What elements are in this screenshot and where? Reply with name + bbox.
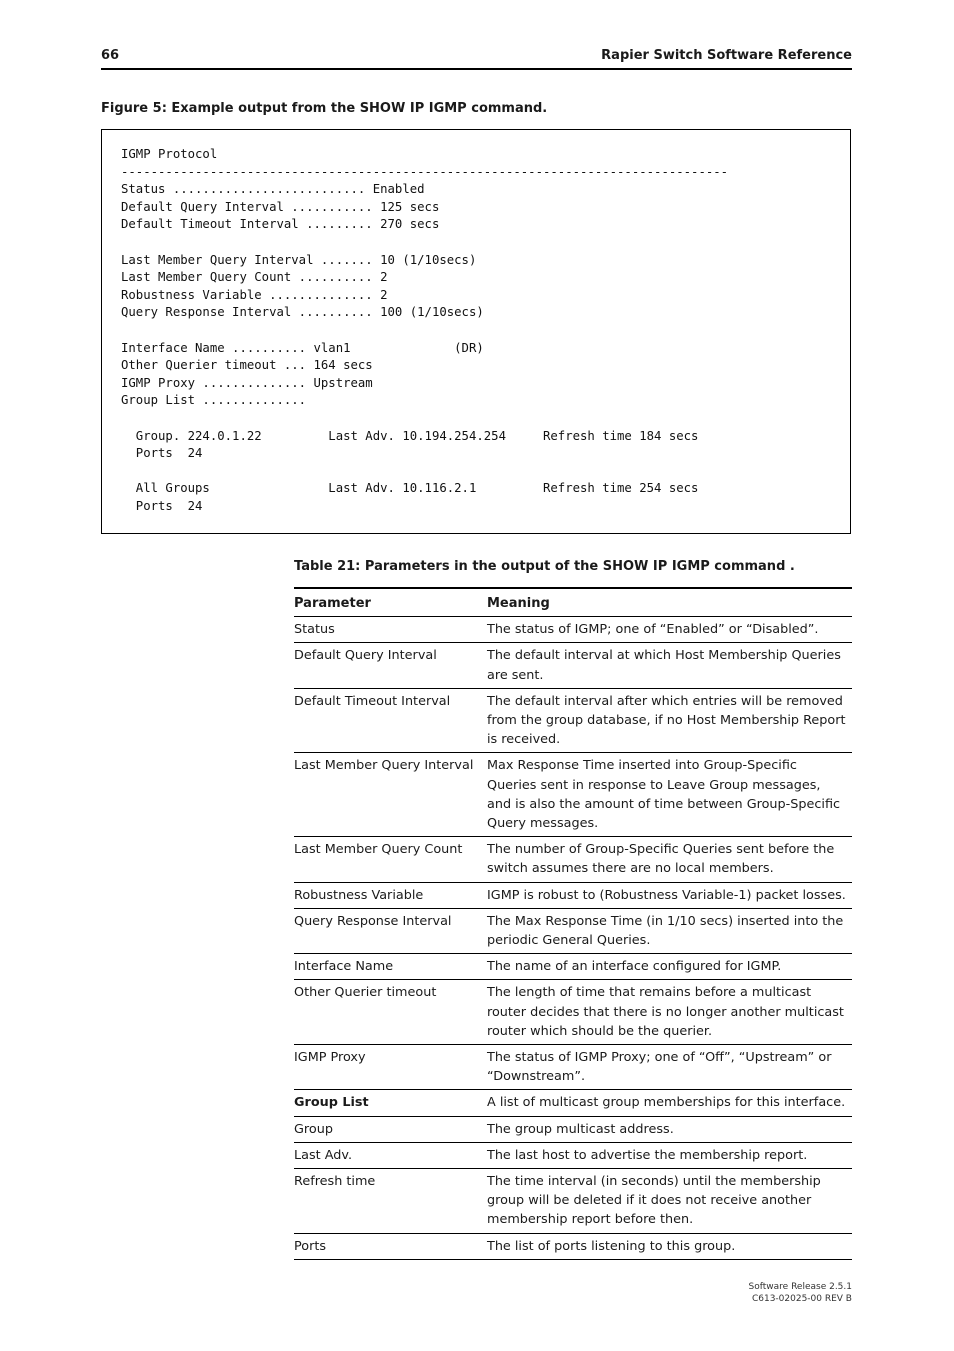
page-footer — [749, 1281, 852, 1305]
parameter-cell: Refresh time — [294, 1169, 487, 1234]
meaning-cell: A list of multicast group memberships for this interface. — [487, 1090, 852, 1116]
table-row — [294, 882, 852, 908]
meaning-cell: The last host to advertise the membership report. — [487, 1142, 852, 1168]
table-caption: Table 21: Parameters in the output of the SHOW IP IGMP command . — [294, 559, 795, 574]
meaning-cell: The number of Group-Specific Queries sent before the switch assumes there are no local members. — [487, 837, 852, 882]
parameter-cell: Interface Name — [294, 954, 487, 980]
meaning-cell: The time interval (in seconds) until the membership group will be deleted if it does not receive another membership report before then. — [487, 1169, 852, 1234]
figure-caption: Figure 5: Example output from the SHOW IP IGMP command. — [101, 101, 548, 116]
meaning-cell: The name of an interface configured for IGMP. — [487, 954, 852, 980]
table-row — [294, 1116, 852, 1142]
meaning-cell: The default interval at which Host Membership Queries are sent. — [487, 643, 852, 688]
parameter-cell: Query Response Interval — [294, 908, 487, 953]
table-body — [294, 617, 852, 1260]
meaning-cell: IGMP is robust to (Robustness Variable-1) packet losses. — [487, 882, 852, 908]
meaning-cell: The status of IGMP Proxy; one of “Off”, “Upstream” or “Downstream”. — [487, 1045, 852, 1090]
parameter-cell: Last Adv. — [294, 1142, 487, 1168]
meaning-cell: The default interval after which entries will be removed from the group database, if no Host Membership Report is received. — [487, 688, 852, 753]
meaning-cell: The Max Response Time (in 1/10 secs) inserted into the periodic General Queries. — [487, 908, 852, 953]
parameter-cell: Robustness Variable — [294, 882, 487, 908]
parameter-cell: Default Query Interval — [294, 643, 487, 688]
command-output-text: IGMP Protocol ---------------------------------------------------------------------------------- Status .......................... Enabled Default Query Interval ........... 125 secs Default Timeout Interval ......... 270 secs Last Member Query Interval ....... 10 (1/10secs) Last Member Query Count .......... 2 Robustness Variable .............. 2 Query Response Interval .......... 100 (1/10secs) Interface Name .......... vlan1 (DR) Other Querier timeout ... 164 secs IGMP Proxy .............. Upstream Group List .............. Group. 224.0.1.22 Last Adv. 10.194.254.254 Refresh time 184 secs Ports 24 All Groups Last Adv. 10.116.2.1 Refresh time 254 secs Ports 24 — [121, 147, 729, 513]
parameter-cell: Last Member Query Interval — [294, 753, 487, 837]
parameter-cell: Group List — [294, 1090, 487, 1116]
parameter-cell: Status — [294, 617, 487, 643]
parameter-cell: Group — [294, 1116, 487, 1142]
table-row — [294, 954, 852, 980]
table-row — [294, 1233, 852, 1259]
meaning-cell: The status of IGMP; one of “Enabled” or “Disabled”. — [487, 617, 852, 643]
table-row — [294, 908, 852, 953]
command-output-box — [101, 129, 851, 534]
table-row — [294, 643, 852, 688]
table-row — [294, 688, 852, 753]
column-header-meaning: Meaning — [487, 588, 852, 617]
software-release: Software Release 2.5.1 — [748, 1282, 852, 1292]
parameter-cell: Other Querier timeout — [294, 980, 487, 1045]
table-row — [294, 753, 852, 837]
meaning-cell: The length of time that remains before a multicast router decides that there is no longer another multicast router which should be the querier. — [487, 980, 852, 1045]
table-row — [294, 1045, 852, 1090]
table-row — [294, 1090, 852, 1116]
table-row — [294, 1142, 852, 1168]
parameter-cell: Ports — [294, 1233, 487, 1259]
column-header-parameter: Parameter — [294, 588, 487, 617]
meaning-cell: The group multicast address. — [487, 1116, 852, 1142]
parameters-table — [294, 587, 852, 1260]
document-code: C613-02025-00 REV B — [751, 1294, 852, 1304]
table-row — [294, 980, 852, 1045]
meaning-cell: The list of ports listening to this group. — [487, 1233, 852, 1259]
table-row — [294, 837, 852, 882]
page-header — [101, 47, 852, 70]
page-number: 66 — [101, 48, 120, 63]
parameter-cell: IGMP Proxy — [294, 1045, 487, 1090]
meaning-cell: Max Response Time inserted into Group-Specific Queries sent in response to Leave Group messages, and is also the amount of time between Group-Specific Query messages. — [487, 753, 852, 837]
parameter-cell: Default Timeout Interval — [294, 688, 487, 753]
parameter-cell: Last Member Query Count — [294, 837, 487, 882]
document-title: Rapier Switch Software Reference — [601, 48, 852, 63]
table-row — [294, 617, 852, 643]
table-header-row — [294, 588, 852, 617]
table-row — [294, 1169, 852, 1234]
